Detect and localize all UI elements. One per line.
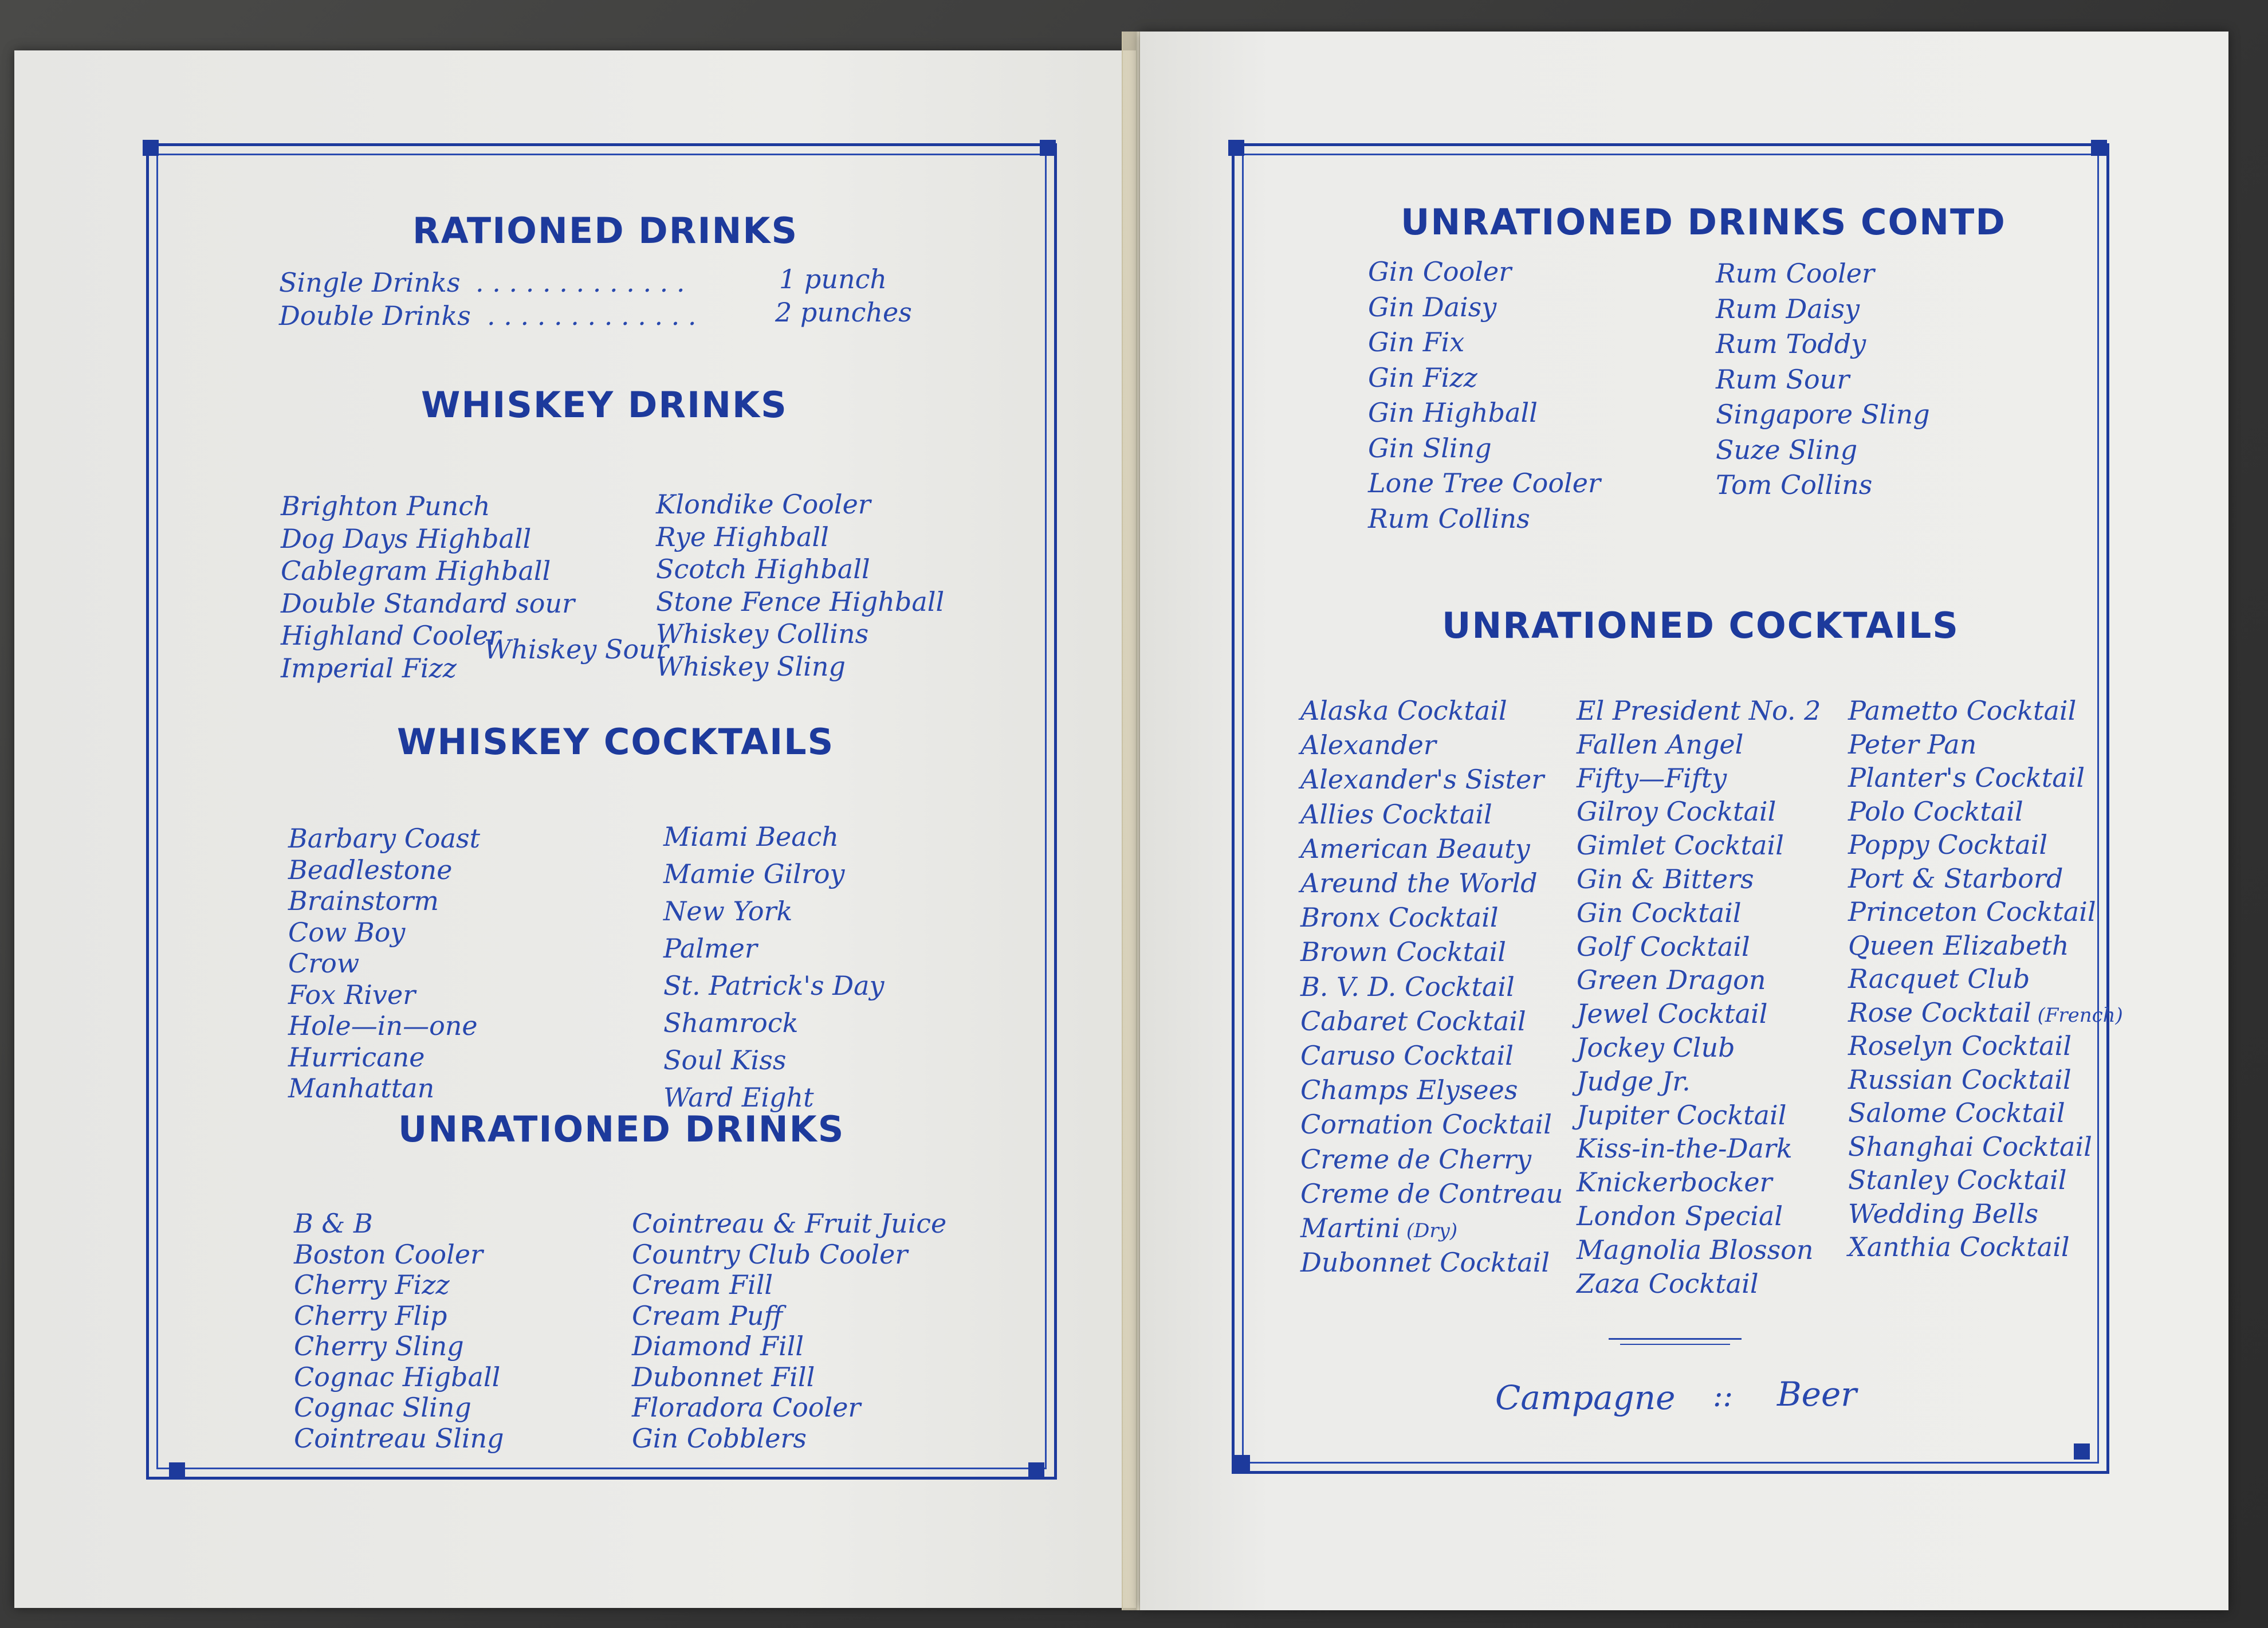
menu-item: Whiskey Collins — [656, 618, 869, 649]
menu-item-note: (Dry) — [1400, 1219, 1458, 1242]
menu-item: Stone Fence Highball — [656, 586, 945, 617]
corner-ornament — [1234, 1455, 1250, 1471]
menu-item: Xanthia Cocktail — [1848, 1231, 2070, 1262]
menu-item: Alexander's Sister — [1300, 764, 1544, 795]
menu-item: Cognac Sling — [294, 1392, 471, 1423]
corner-ornament — [1040, 140, 1056, 156]
unrationed-contd-heading: UNRATIONED DRINKS CONTD — [1401, 201, 2006, 243]
menu-item: Rose Cocktail (French) — [1848, 997, 2123, 1028]
rationed-row-dots: . . . . . . . . . . . . . — [487, 300, 697, 331]
menu-item: Stanley Cocktail — [1848, 1164, 2067, 1195]
menu-item: Rum Toddy — [1716, 328, 1866, 359]
menu-item: Bronx Cocktail — [1300, 902, 1499, 933]
menu-item: Racquet Club — [1848, 963, 2030, 994]
menu-item: Cabaret Cocktail — [1300, 1005, 1526, 1037]
menu-item: Klondike Cooler — [656, 489, 871, 520]
menu-item: Suze Sling — [1716, 434, 1858, 465]
footer-campagne: Campagne — [1495, 1378, 1676, 1417]
menu-item: Brighton Punch — [281, 491, 490, 521]
menu-item: Brown Cocktail — [1300, 936, 1506, 968]
menu-item: Gin Highball — [1368, 397, 1538, 428]
menu-item: Scotch Highball — [656, 554, 870, 584]
menu-item: Salome Cocktail — [1848, 1097, 2065, 1128]
footer-separator: :: — [1713, 1379, 1734, 1414]
menu-item: Palmer — [663, 933, 757, 964]
menu-item: Caruso Cocktail — [1300, 1040, 1514, 1071]
menu-item: Rum Cooler — [1716, 258, 1875, 289]
menu-item: Cablegram Highball — [281, 555, 551, 586]
rationed-row-value: 2 punches — [775, 297, 912, 328]
menu-item: Cognac Higball — [294, 1361, 501, 1392]
menu-item: Martini (Dry) — [1300, 1213, 1458, 1243]
menu-item: Wedding Bells — [1848, 1198, 2039, 1229]
menu-item: Gin Cobblers — [632, 1422, 807, 1454]
menu-item: Cointreau Sling — [294, 1422, 504, 1454]
menu-item: Fifty—Fifty — [1577, 762, 1727, 794]
menu-item: Rum Collins — [1368, 503, 1530, 534]
menu-item: Jupiter Cocktail — [1577, 1099, 1787, 1131]
corner-ornament — [1228, 140, 1244, 156]
menu-item: Double Standard sour — [281, 587, 575, 619]
whiskey-drinks-centered-item: Whiskey Sour — [484, 634, 669, 665]
menu-item: Brainstorm — [288, 885, 439, 916]
menu-item: Gin & Bitters — [1577, 864, 1754, 895]
menu-item: Cream Puff — [632, 1300, 783, 1331]
menu-item: Roselyn Cocktail — [1848, 1030, 2072, 1061]
menu-item: Cherry Flip — [294, 1300, 447, 1331]
menu-item: Port & Starbord — [1848, 862, 2063, 894]
menu-item: B. V. D. Cocktail — [1300, 971, 1515, 1002]
menu-item: Boston Cooler — [294, 1238, 484, 1270]
whiskey-cocktails-heading: WHISKEY COCKTAILS — [397, 721, 835, 763]
menu-item: Peter Pan — [1848, 728, 1977, 760]
right-page — [1140, 32, 2228, 1610]
menu-item: Mamie Gilroy — [663, 858, 845, 889]
menu-item: Barbary Coast — [288, 823, 481, 854]
menu-item: New York — [663, 896, 793, 927]
menu-item: El President No. 2 — [1577, 695, 1821, 726]
menu-item: Ward Eight — [663, 1082, 814, 1113]
unrationed-cocktails-heading: UNRATIONED COCKTAILS — [1442, 605, 1959, 646]
menu-item: Gilroy Cocktail — [1577, 796, 1776, 827]
menu-item: American Beauty — [1300, 833, 1530, 864]
menu-item: Cream Fill — [632, 1269, 773, 1300]
menu-item: Gin Fizz — [1368, 362, 1477, 393]
menu-item: Cointreau & Fruit Juice — [632, 1208, 947, 1239]
menu-item: Soul Kiss — [663, 1045, 787, 1076]
menu-item: Gin Sling — [1368, 432, 1492, 464]
menu-item: Fallen Angel — [1577, 728, 1744, 760]
menu-item: Manhattan — [288, 1073, 435, 1104]
menu-item: Imperial Fizz — [281, 652, 457, 684]
menu-item: Shamrock — [663, 1007, 799, 1038]
menu-item: Whiskey Sling — [656, 650, 846, 682]
menu-item: Princeton Cocktail — [1848, 896, 2096, 927]
menu-item: Planter's Cocktail — [1848, 762, 2085, 793]
menu-item: Gin Cooler — [1368, 256, 1512, 287]
corner-ornament — [169, 1462, 185, 1478]
menu-item: Cherry Sling — [294, 1331, 464, 1362]
rationed-row-dots: . . . . . . . . . . . . . — [475, 267, 685, 298]
menu-item: St. Patrick's Day — [663, 970, 885, 1001]
menu-item: Magnolia Blosson — [1577, 1234, 1814, 1265]
menu-item: Allies Cocktail — [1300, 798, 1492, 830]
menu-item: Gin Cocktail — [1577, 897, 1742, 928]
rationed-row-name: Double Drinks — [279, 300, 471, 331]
corner-ornament — [2074, 1443, 2090, 1460]
menu-item: Creme de Cherry — [1300, 1143, 1532, 1175]
menu-item: Knickerbocker — [1577, 1167, 1772, 1198]
menu-item: Zaza Cocktail — [1577, 1268, 1759, 1299]
corner-ornament — [1028, 1462, 1044, 1478]
menu-item: Floradora Cooler — [632, 1392, 861, 1423]
menu-item: Queen Elizabeth — [1848, 929, 2069, 961]
menu-item: Rum Daisy — [1716, 293, 1860, 324]
rationed-row-name: Single Drinks — [279, 267, 461, 298]
menu-item: Green Dragon — [1577, 964, 1766, 996]
menu-item: Dubonnet Cocktail — [1300, 1247, 1550, 1278]
menu-item: Jewel Cocktail — [1577, 998, 1768, 1030]
menu-item: Rum Sour — [1716, 363, 1850, 395]
menu-item: Areund the World — [1300, 868, 1538, 899]
whiskey-drinks-heading: WHISKEY DRINKS — [421, 384, 788, 426]
menu-item: Crow — [288, 948, 360, 979]
menu-item: Singapore Sling — [1716, 399, 1930, 430]
menu-item: Alaska Cocktail — [1300, 695, 1507, 726]
menu-item: Shanghai Cocktail — [1848, 1131, 2092, 1162]
left-page — [14, 50, 1137, 1608]
menu-item: Hurricane — [288, 1041, 425, 1073]
menu-item: Polo Cocktail — [1848, 795, 2023, 827]
footer-rule — [1609, 1338, 1742, 1340]
menu-item-note: (French) — [2031, 1003, 2123, 1027]
menu-item: Fox River — [288, 979, 416, 1010]
menu-item: Dubonnet Fill — [632, 1361, 815, 1392]
menu-item: Lone Tree Cooler — [1368, 468, 1601, 499]
menu-item: Diamond Fill — [632, 1331, 804, 1362]
menu-item: Creme de Contreau — [1300, 1178, 1563, 1209]
menu-item: Highland Cooler — [281, 620, 501, 651]
menu-item: Country Club Cooler — [632, 1238, 908, 1270]
menu-item: Dog Days Highball — [281, 523, 532, 554]
menu-item: Pametto Cocktail — [1848, 695, 2077, 726]
rationed-drinks-heading: RATIONED DRINKS — [412, 210, 799, 252]
menu-item: Alexander — [1300, 729, 1436, 761]
menu-item: Gin Fix — [1368, 327, 1465, 358]
menu-item: Judge Jr. — [1577, 1065, 1691, 1097]
menu-item: Poppy Cocktail — [1848, 829, 2048, 860]
menu-item: B & B — [294, 1208, 373, 1239]
corner-ornament — [143, 140, 159, 156]
unrationed-drinks-heading: UNRATIONED DRINKS — [398, 1108, 845, 1150]
menu-item: Hole—in—one — [288, 1010, 478, 1041]
menu-item: Champs Elysees — [1300, 1074, 1518, 1106]
rationed-row-value: 1 punch — [779, 264, 887, 295]
menu-item: Miami Beach — [663, 821, 839, 852]
menu-item: Golf Cocktail — [1577, 931, 1750, 962]
menu-item: Gin Daisy — [1368, 291, 1497, 323]
menu-item: Tom Collins — [1716, 469, 1873, 500]
corner-ornament — [2091, 140, 2107, 156]
menu-item: Jockey Club — [1577, 1032, 1735, 1063]
menu-item: London Special — [1577, 1201, 1783, 1231]
footer-beer: Beer — [1777, 1375, 1857, 1414]
menu-item: Cornation Cocktail — [1300, 1109, 1552, 1140]
menu-item: Kiss-in-the-Dark — [1577, 1133, 1793, 1164]
left-frame-inner — [156, 154, 1047, 1469]
menu-item: Cow Boy — [288, 916, 406, 948]
menu-item: Cherry Fizz — [294, 1269, 450, 1300]
menu-item: Rye Highball — [656, 521, 829, 552]
menu-item: Beadlestone — [288, 854, 453, 885]
menu-item: Russian Cocktail — [1848, 1064, 2072, 1095]
footer-rule — [1620, 1344, 1730, 1345]
menu-item: Gimlet Cocktail — [1577, 830, 1784, 861]
